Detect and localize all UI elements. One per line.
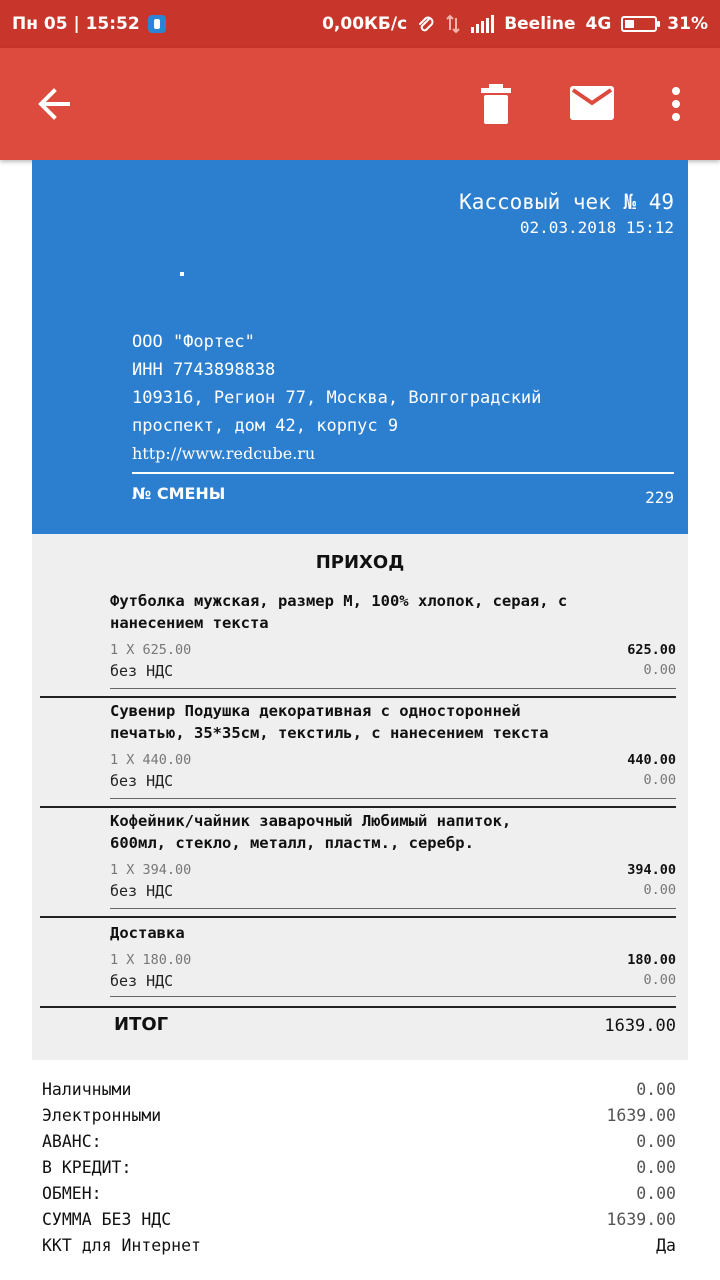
item-name-line1: Кофейник/чайник заварочный Любимый напиток, (110, 812, 512, 830)
item-tax-amount: 0.00 (643, 882, 676, 898)
item-tax-row (110, 882, 676, 902)
payment-label: ОБМЕН: (42, 1184, 102, 1203)
items-heading: ПРИХОД (315, 552, 405, 573)
payment-row (42, 1182, 676, 1208)
shift-label: № СМЕНЫ (132, 484, 226, 503)
payment-value: 0.00 (636, 1132, 676, 1151)
payment-row (42, 1234, 676, 1260)
trash-icon[interactable] (480, 84, 512, 124)
payment-value: 1639.00 (606, 1210, 676, 1229)
item-qty-price: 1 X 440.00 (110, 752, 192, 768)
payment-label: АВАНС: (42, 1132, 102, 1151)
arrow-back-icon[interactable] (36, 86, 72, 122)
total-value: 1639.00 (604, 1016, 676, 1036)
app-bar (0, 48, 720, 160)
battery-fill (625, 20, 634, 28)
receipt-item (110, 590, 676, 682)
network-speed: 0,00КБ/с (322, 14, 408, 34)
notification-app-icon (148, 15, 166, 33)
item-separator (40, 916, 676, 918)
receipt-item (110, 922, 676, 992)
logo-placeholder (180, 272, 184, 276)
company-website[interactable]: http://www.redcube.ru (132, 444, 316, 463)
payment-label: ККТ для Интернет (42, 1236, 201, 1255)
item-name-line2: 600мл, стекло, металл, пластм., серебр. (110, 834, 474, 852)
item-divider (110, 798, 676, 799)
payment-label: В КРЕДИТ: (42, 1158, 132, 1177)
payment-row (42, 1130, 676, 1156)
receipt-item (110, 700, 676, 792)
item-separator (40, 1006, 676, 1008)
receipt-date: 02.03.2018 15:12 (519, 218, 674, 237)
item-divider (110, 996, 676, 997)
status-datetime: Пн 05 | 15:52 (12, 14, 140, 34)
item-price-row (110, 752, 676, 772)
battery-percent: 31% (667, 14, 708, 34)
battery-icon (621, 16, 657, 32)
item-amount: 394.00 (627, 862, 676, 878)
item-tax-label: без НДС (110, 772, 174, 790)
item-tax-row (110, 662, 676, 682)
paperclip-icon (417, 14, 435, 34)
item-name-line2: нанесением текста (110, 614, 269, 632)
item-name-line2: печатью, 35*35см, текстиль, с нанесением текста (110, 724, 549, 742)
more-vert-icon[interactable] (664, 86, 688, 122)
payment-value: 0.00 (636, 1184, 676, 1203)
receipt-title: Кассовый чек № 49 (459, 190, 674, 214)
signal-icon (471, 15, 494, 33)
receipt-header (32, 160, 688, 534)
item-amount: 625.00 (627, 642, 676, 658)
item-name-line1: Доставка (110, 924, 185, 942)
item-qty-price: 1 X 625.00 (110, 642, 192, 658)
item-tax-label: без НДС (110, 882, 174, 900)
data-transfer-icon (445, 14, 461, 34)
item-tax-amount: 0.00 (643, 772, 676, 788)
payment-row (42, 1208, 676, 1234)
item-qty-price: 1 X 180.00 (110, 952, 192, 968)
item-tax-amount: 0.00 (643, 662, 676, 678)
item-tax-row (110, 772, 676, 792)
payment-row (42, 1078, 676, 1104)
item-amount: 440.00 (627, 752, 676, 768)
payment-label: Наличными (42, 1080, 132, 1099)
receipt-item (110, 810, 676, 902)
item-tax-row (110, 972, 676, 992)
header-divider (132, 472, 674, 474)
payment-row (42, 1156, 676, 1182)
status-left (12, 14, 166, 34)
total-label: ИТОГ (114, 1014, 169, 1035)
company-address-line2: проспект, дом 42, корпус 9 (132, 416, 399, 436)
network-type: 4G (585, 14, 612, 34)
item-tax-label: без НДС (110, 972, 174, 990)
payment-value: 0.00 (636, 1080, 676, 1099)
item-divider (110, 688, 676, 689)
mail-icon[interactable] (570, 86, 614, 120)
item-divider (110, 908, 676, 909)
item-tax-amount: 0.00 (643, 972, 676, 988)
receipt-items (32, 534, 688, 1060)
company-name: ООО "Фортес" (132, 332, 255, 352)
shift-value: 229 (645, 488, 674, 507)
company-info (132, 328, 672, 468)
item-name-line1: Сувенир Подушка декоративная с односторонней (110, 702, 521, 720)
item-separator (40, 806, 676, 808)
item-qty-price: 1 X 394.00 (110, 862, 192, 878)
payment-value: 1639.00 (606, 1106, 676, 1125)
status-right (322, 14, 708, 34)
payment-value: Да (656, 1236, 676, 1255)
payments-list (42, 1078, 676, 1260)
payment-row (42, 1104, 676, 1130)
item-amount: 180.00 (627, 952, 676, 968)
item-tax-label: без НДС (110, 662, 174, 680)
company-address-line1: 109316, Регион 77, Москва, Волгоградский (132, 388, 542, 408)
item-price-row (110, 862, 676, 882)
status-bar (0, 0, 720, 48)
carrier-name: Beeline (504, 14, 576, 34)
payment-label: Электронными (42, 1106, 162, 1125)
item-price-row (110, 642, 676, 662)
company-inn: ИНН 7743898838 (132, 360, 276, 380)
item-name-line1: Футболка мужская, размер M, 100% хлопок, серая, с (110, 592, 568, 610)
payment-label: СУММА БЕЗ НДС (42, 1210, 172, 1229)
item-separator (40, 696, 676, 698)
payment-value: 0.00 (636, 1158, 676, 1177)
item-price-row (110, 952, 676, 972)
